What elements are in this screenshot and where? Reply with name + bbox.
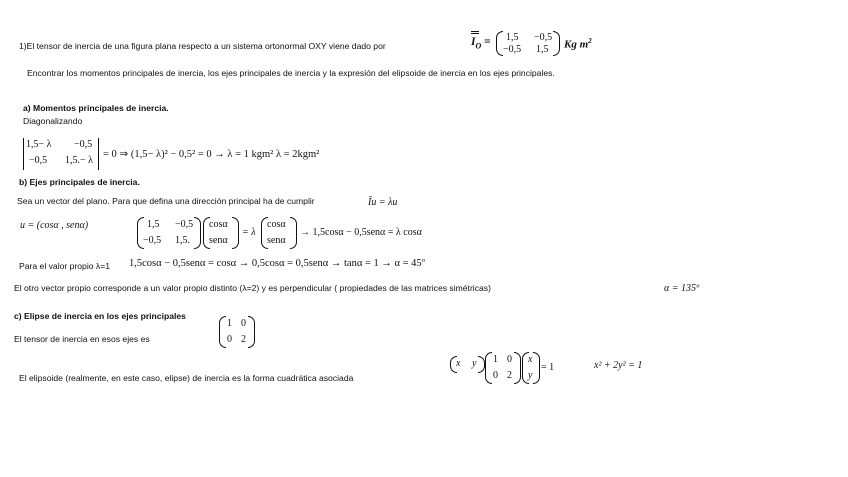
problem-statement: 1)El tensor de inercia de una figura plana respecto a un sistema ortonormal OXY viene dado por [19,41,386,51]
tensor-matrix: 1,5 −0,5 −0,5 1,5 [496,31,560,56]
section-c-heading: c) Elipse de inercia en los ejes principales [14,311,186,321]
section-a-sub: Diagonalizando [23,116,83,126]
tensor-symbol: $I_O$ = [471,36,491,50]
other-eigenvector-text: El otro vector propio corresponde a un valor propio distinto (λ=2) y es perpendicular ( propiedades de las matrices simétricas) [14,283,491,293]
quadratic-equals: = 1 [541,362,555,373]
tensor-units: Kg $m^2$ [564,37,592,51]
lambda1-label: Para el valor propio λ=1 [19,261,111,271]
eigen-condition: Īu = λu [368,197,398,208]
quadratic-matrix: 1 0 0 2 [485,352,521,384]
ellipsoid-text: El elipsoide (realmente, en este caso, elipse) de inercia es la forma cuadrática asociada [19,373,354,383]
principal-tensor: 1 0 0 2 [219,316,255,348]
b-vector-1: cosα senα [203,217,239,249]
determinant: 1,5− λ −0,5 −0,5 1,5.− λ [23,138,99,170]
principal-tensor-label: El tensor de inercia en esos ejes es [14,334,150,344]
vector-definition: u = (cosα , senα) [20,220,89,231]
other-eigenvector-angle: α = 135º [664,283,700,294]
b-implication: → 1,5cosα − 0,5senα = λ cosα [300,227,422,238]
b-matrix: 1,5 −0,5 −0,5 1,5. [137,217,201,249]
section-b-intro: Sea un vector del plano. Para que defina una dirección principal ha de cumplir [17,196,315,206]
b-vector-2: cosα senα [261,217,297,249]
section-b-heading: b) Ejes principales de inercia. [19,177,140,187]
row-vector: x y [450,356,485,373]
lambda1-equation: 1,5cosα − 0,5senα = cosα → 0,5cosα = 0,5senα → tanα = 1 → α = 45º [129,258,425,269]
eigen-equation: = 0 ⇒ (1,5− λ)² − 0,5² = 0 → λ = 1 kgm² λ = 2kgm² [103,149,320,160]
section-a-heading: a) Momentos principales de inercia. [23,103,169,113]
column-vector: x y [522,352,540,384]
problem-task: Encontrar los momentos principales de inercia, los ejes principales de inercia y la expresión del elipsoide de inercia en los ejes principales. [27,68,555,78]
lambda-sign: = λ [242,227,256,238]
ellipse-equation: x² + 2y² = 1 [594,360,643,371]
